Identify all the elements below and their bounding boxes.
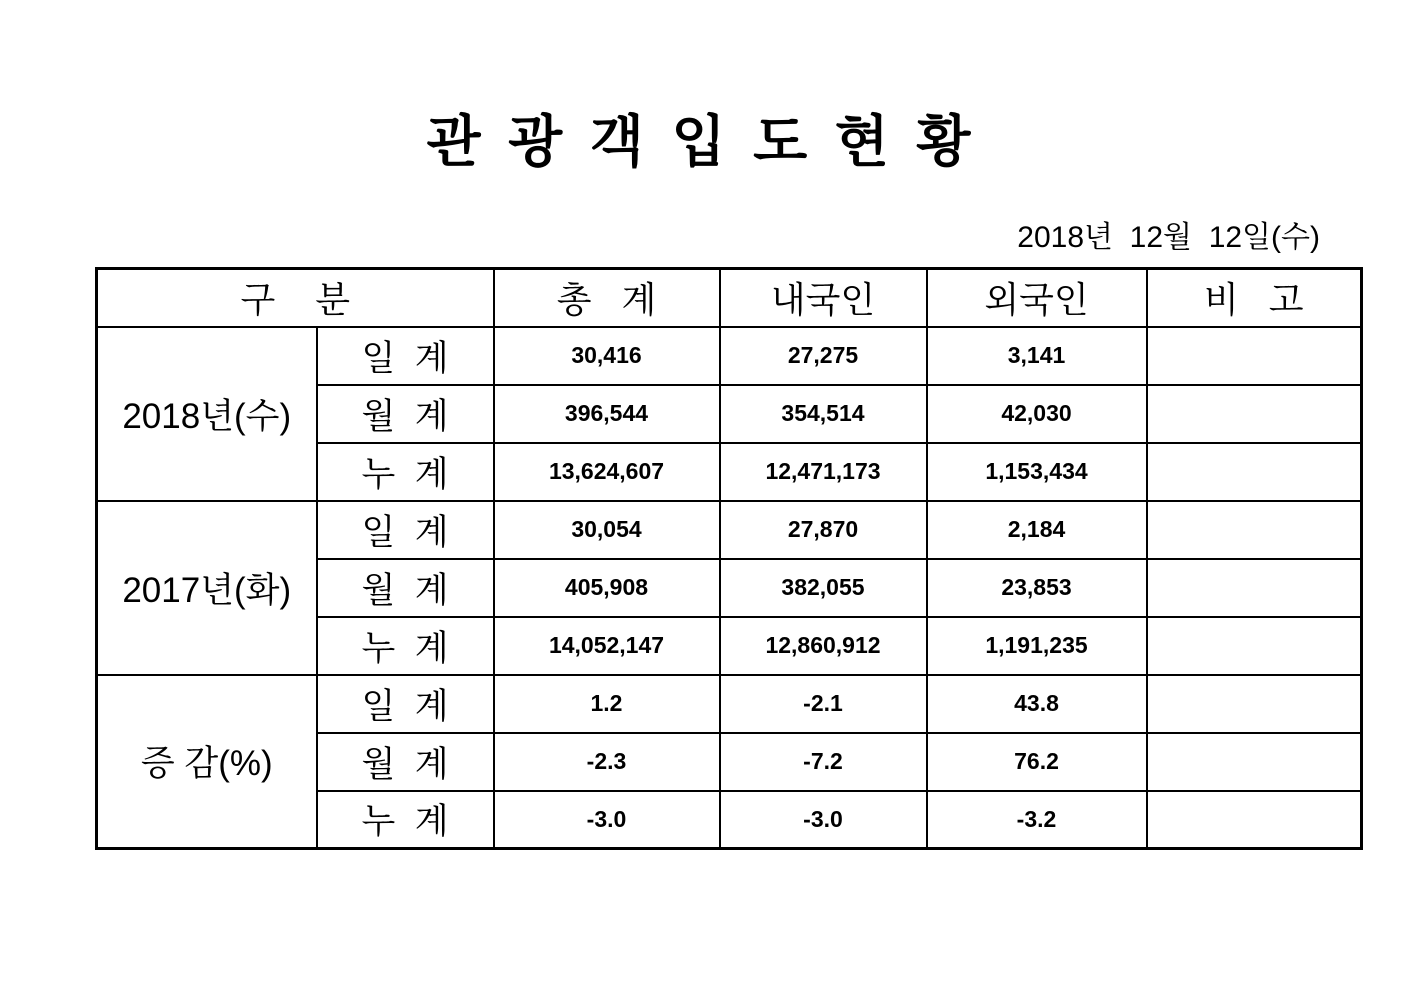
row-label-daily: 일 계 bbox=[317, 501, 494, 559]
group-label-2018: 2018년(수) bbox=[97, 327, 317, 501]
foreign-cell: 1,191,235 bbox=[927, 617, 1147, 675]
note-cell bbox=[1147, 443, 1362, 501]
row-label-daily: 일 계 bbox=[317, 327, 494, 385]
group-label-2017: 2017년(화) bbox=[97, 501, 317, 675]
note-cell bbox=[1147, 501, 1362, 559]
header-category: 구 분 bbox=[97, 269, 494, 327]
domestic-cell: 354,514 bbox=[720, 385, 927, 443]
domestic-cell: -2.1 bbox=[720, 675, 927, 733]
header-total: 총 계 bbox=[494, 269, 720, 327]
total-cell: 396,544 bbox=[494, 385, 720, 443]
row-label-monthly: 월 계 bbox=[317, 733, 494, 791]
total-cell: -2.3 bbox=[494, 733, 720, 791]
page-title: 관 광 객 입 도 현 황 bbox=[426, 110, 977, 173]
note-cell bbox=[1147, 559, 1362, 617]
domestic-cell: 12,860,912 bbox=[720, 617, 927, 675]
total-cell: 13,624,607 bbox=[494, 443, 720, 501]
row-label-daily: 일 계 bbox=[317, 675, 494, 733]
note-cell bbox=[1147, 617, 1362, 675]
domestic-cell: 27,275 bbox=[720, 327, 927, 385]
domestic-cell: -3.0 bbox=[720, 791, 927, 849]
foreign-cell: 1,153,434 bbox=[927, 443, 1147, 501]
foreign-cell: 42,030 bbox=[927, 385, 1147, 443]
tourist-arrivals-table bbox=[95, 267, 1363, 850]
total-cell: 1.2 bbox=[494, 675, 720, 733]
header-row bbox=[97, 269, 1362, 327]
table-row bbox=[97, 327, 1362, 385]
foreign-cell: 23,853 bbox=[927, 559, 1147, 617]
row-label-monthly: 월 계 bbox=[317, 385, 494, 443]
total-cell: -3.0 bbox=[494, 791, 720, 849]
foreign-cell: 76.2 bbox=[927, 733, 1147, 791]
domestic-cell: -7.2 bbox=[720, 733, 927, 791]
note-cell bbox=[1147, 733, 1362, 791]
domestic-cell: 27,870 bbox=[720, 501, 927, 559]
foreign-cell: 3,141 bbox=[927, 327, 1147, 385]
row-label-cumulative: 누 계 bbox=[317, 791, 494, 849]
header-foreign: 외국인 bbox=[927, 269, 1147, 327]
total-cell: 14,052,147 bbox=[494, 617, 720, 675]
row-label-cumulative: 누 계 bbox=[317, 617, 494, 675]
row-label-monthly: 월 계 bbox=[317, 559, 494, 617]
table-row bbox=[97, 675, 1362, 733]
note-cell bbox=[1147, 791, 1362, 849]
total-cell: 30,416 bbox=[494, 327, 720, 385]
header-note: 비 고 bbox=[1147, 269, 1362, 327]
total-cell: 30,054 bbox=[494, 501, 720, 559]
domestic-cell: 382,055 bbox=[720, 559, 927, 617]
header-domestic: 내국인 bbox=[720, 269, 927, 327]
total-cell: 405,908 bbox=[494, 559, 720, 617]
row-label-cumulative: 누 계 bbox=[317, 443, 494, 501]
report-date: 2018년 12월 12일(수) bbox=[1017, 221, 1320, 254]
foreign-cell: 2,184 bbox=[927, 501, 1147, 559]
foreign-cell: -3.2 bbox=[927, 791, 1147, 849]
note-cell bbox=[1147, 327, 1362, 385]
note-cell bbox=[1147, 675, 1362, 733]
domestic-cell: 12,471,173 bbox=[720, 443, 927, 501]
group-label-change-pct: 증 감(%) bbox=[97, 675, 317, 849]
foreign-cell: 43.8 bbox=[927, 675, 1147, 733]
table-row bbox=[97, 501, 1362, 559]
note-cell bbox=[1147, 385, 1362, 443]
